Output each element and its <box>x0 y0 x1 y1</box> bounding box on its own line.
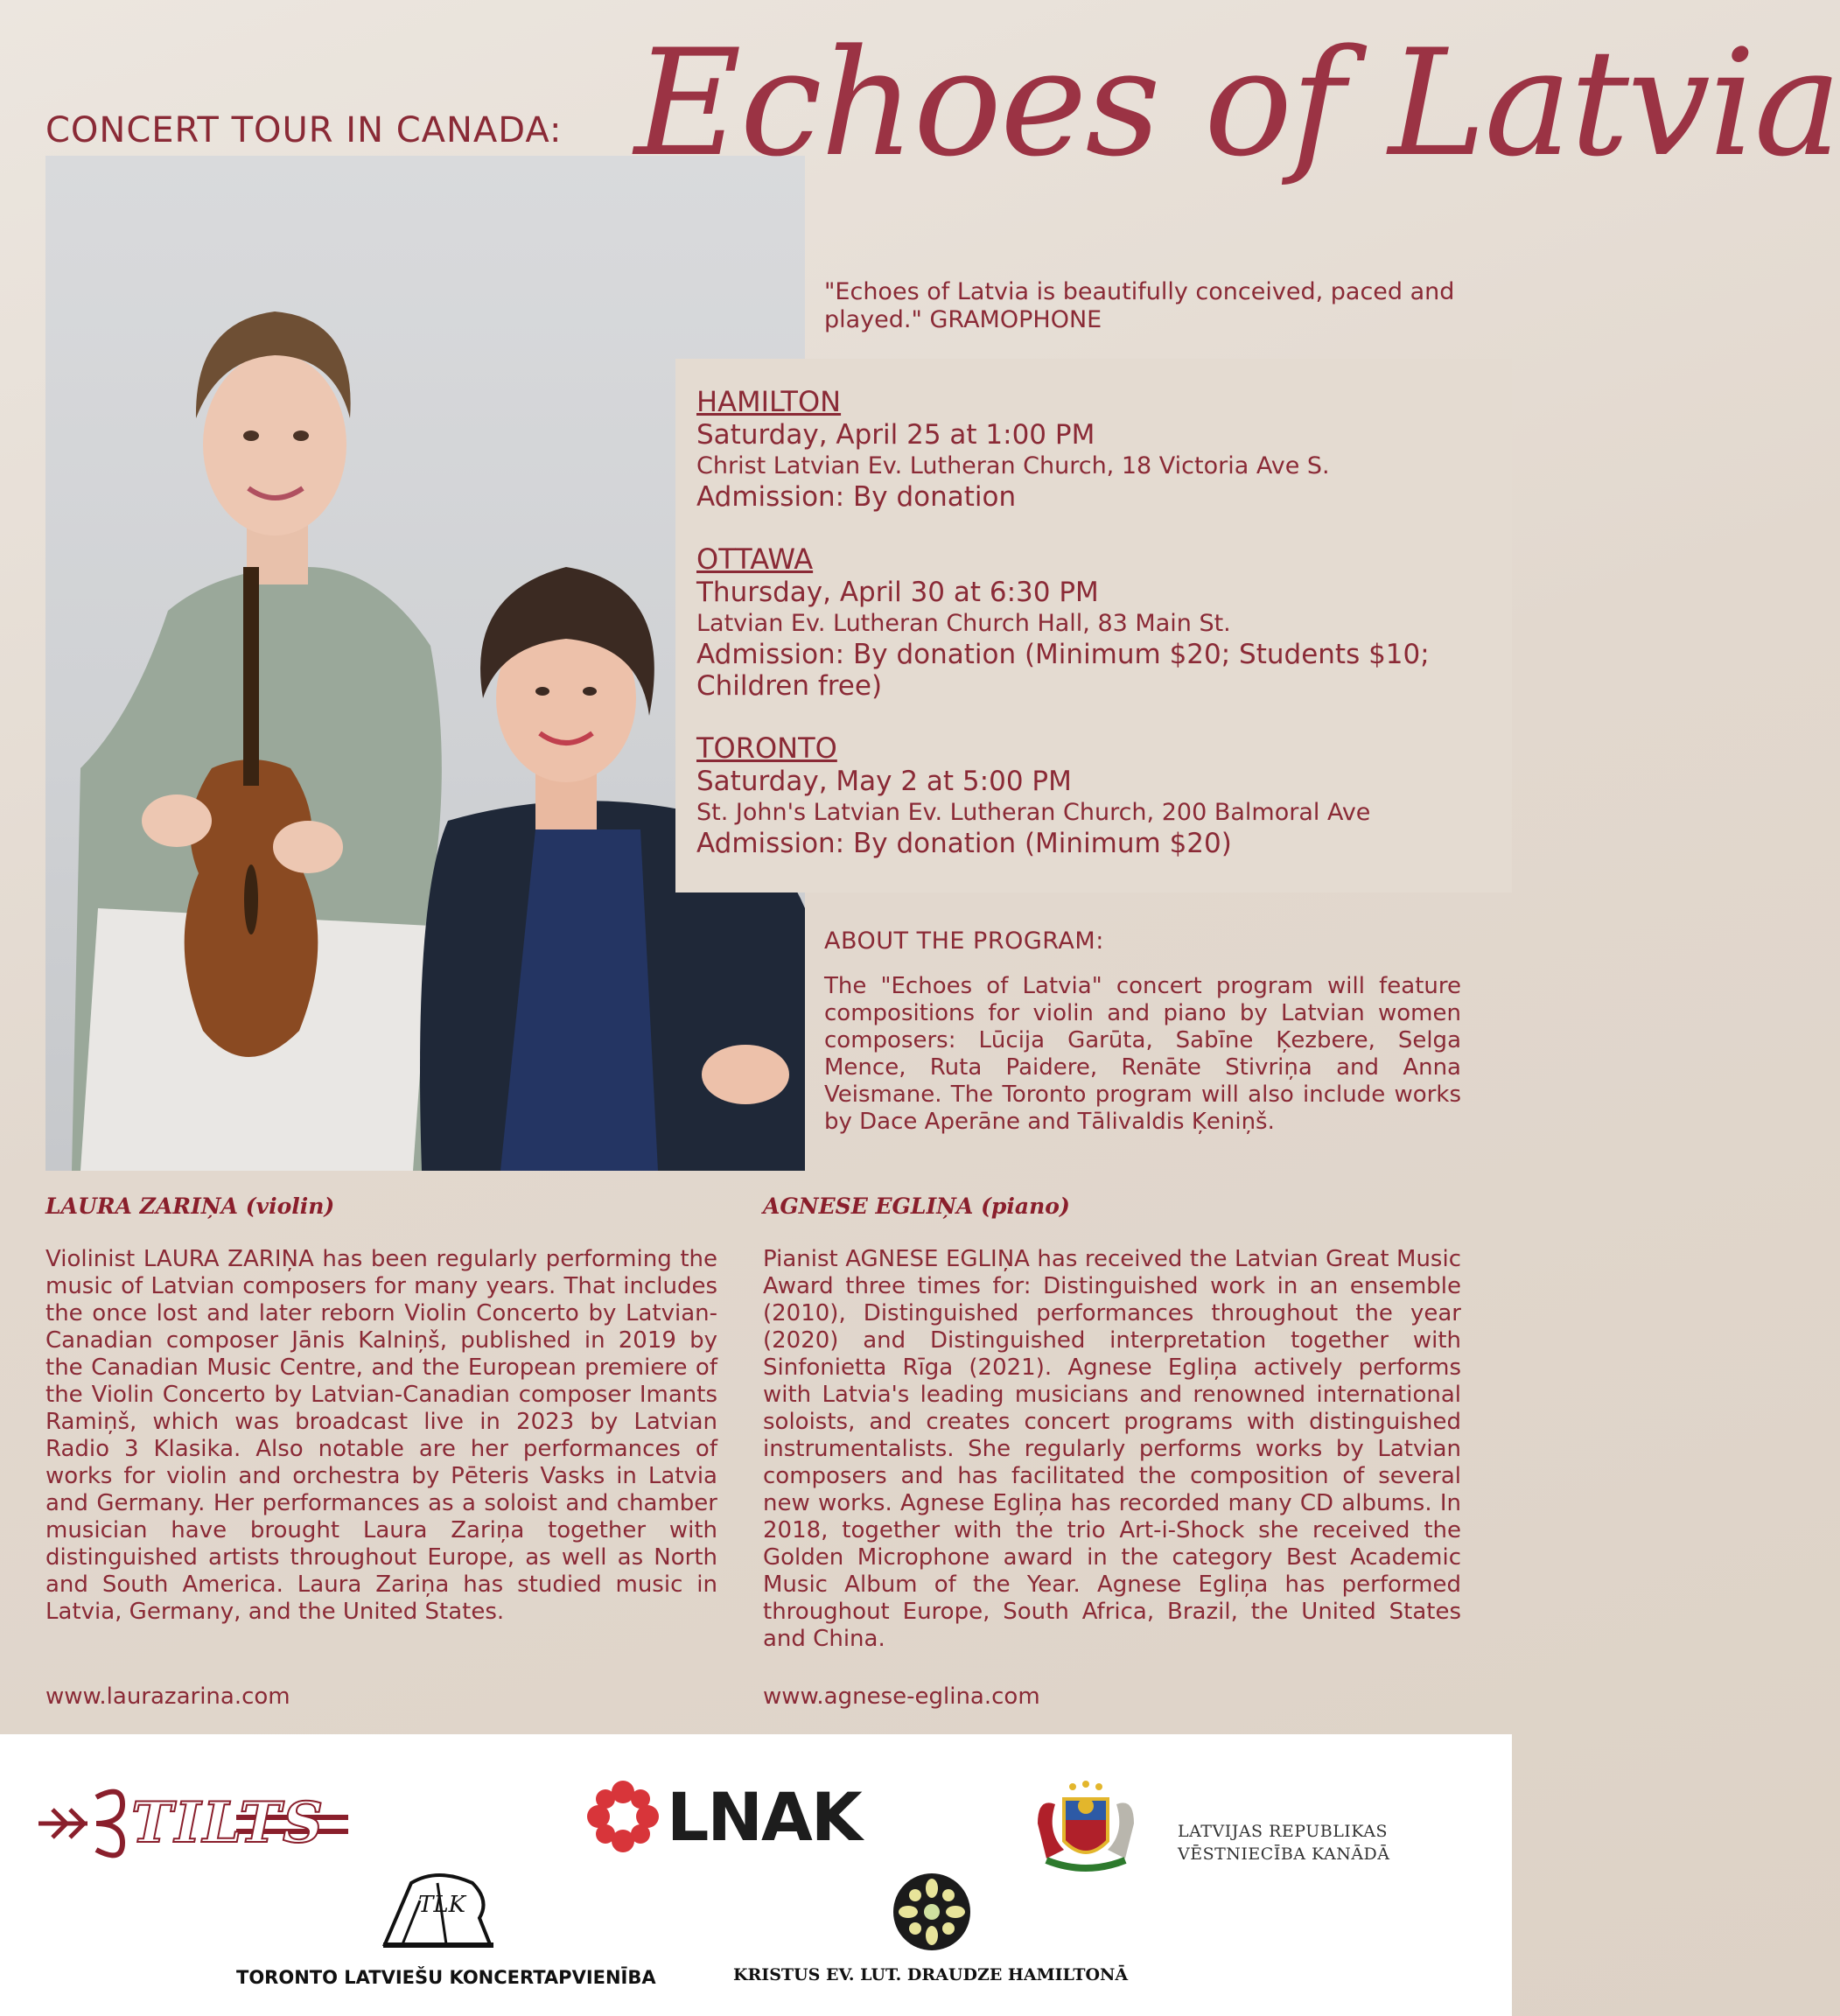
bio-url-laura[interactable]: www.laurazarina.com <box>45 1684 290 1710</box>
event-toronto <box>696 732 1501 859</box>
event-ottawa <box>696 542 1501 702</box>
lnak-wordmark: LNAK <box>667 1778 861 1856</box>
event-venue: St. John's Latvian Ev. Lutheran Church, 200 Balmoral Ave <box>696 799 1371 826</box>
violinist-figure <box>72 312 442 1171</box>
lnak-flower-icon <box>586 1780 660 1853</box>
bio-name-agnese: AGNESE EGLIŅA (piano) <box>763 1194 1070 1219</box>
event-date: Thursday, April 30 at 6:30 PM <box>696 577 1099 608</box>
tour-heading: CONCERT TOUR IN CANADA: <box>45 110 563 150</box>
about-text: The "Echoes of Latvia" concert program will feature compositions for violin and piano by Latvian women composers: Lūcija Garūta, Sabīne Ķezbere, Selga Mence, Ruta Paidere, Renāte Stivriņa and Anna Veismane. The Toronto program will also include works by Dace Aperāne and Tālivaldis Ķeniņš. <box>824 973 1461 1135</box>
church-caption: KRISTUS EV. LUT. DRAUDZE HAMILTONĀ <box>733 1965 1129 1984</box>
tilts-wordmark: TILTS <box>131 1790 325 1856</box>
event-city: TORONTO <box>696 732 837 765</box>
sponsor-footer <box>0 1734 1512 2016</box>
embassy-logo <box>1029 1780 1493 1876</box>
event-venue: Christ Latvian Ev. Lutheran Church, 18 Victoria Ave S. <box>696 452 1330 480</box>
gramophone-quote: "Echoes of Latvia is beautifully conceived, paced and played." GRAMOPHONE <box>824 278 1455 333</box>
tlk-caption: TORONTO LATVIEŠU KONCERTAPVIENĪBA <box>236 1967 656 1988</box>
tlk-logo <box>376 1866 499 1953</box>
tilts-logo <box>35 1780 350 1867</box>
bio-text-agnese: Pianist AGNESE EGLIŅA has received the Latvian Great Music Award three times for: Distinguished work in an ensemble (2010), Distinguished performances throughout the year (2020) and Distinguished interpretation together with Sinfonietta Rīga (2021). Agnese Egliņa actively performs with Latvia's leading musicians and renowned international soloists, and creates concert programs with distinguished instrumentalists. She regularly performs works by Latvian composers and has facilitated the composition of several new works. Agnese Egliņa has recorded many CD albums. In 2018, together with the trio Art-i-Shock she received the Golden Microphone award in the category Best Academic Music Album of the Year. Agnese Egliņa has performed throughout Europe, South Africa, Brazil, the United States and China. <box>763 1246 1461 1652</box>
event-admission: Admission: By donation (Minimum $20; Students $10; Children free) <box>696 639 1430 702</box>
rosette-window-icon <box>892 1872 971 1951</box>
tlk-monogram: TLK <box>418 1892 466 1918</box>
event-venue: Latvian Ev. Lutheran Church Hall, 83 Main St. <box>696 610 1231 637</box>
lnak-logo <box>586 1778 861 1857</box>
coat-of-arms-icon <box>1029 1780 1143 1876</box>
event-date: Saturday, May 2 at 5:00 PM <box>696 766 1072 797</box>
event-date: Saturday, April 25 at 1:00 PM <box>696 419 1095 451</box>
events-panel <box>675 359 1512 892</box>
event-admission: Admission: By donation <box>696 481 1017 513</box>
bio-text-laura: Violinist LAURA ZARIŅA has been regularly performing the music of Latvian composers for many years. That includes the once lost and later reborn Violin Concerto by Latvian-Canadian composer Jānis Kalniņš, published in 2019 by the Canadian Music Centre, and the European premiere of the Violin Concerto by Latvian-Canadian composer Imants Ramiņš, which was broadcast live in 2023 by Latvian Radio 3 Klasika. Also notable are her performances of works for violin and orchestra by Pēteris Vasks in Latvia and Germany. Her performances as a soloist and chamber musician have brought Laura Zariņa together with distinguished artists throughout Europe, as well as North and South America. Laura Zariņa has studied music in Latvia, Germany, and the United States. <box>45 1246 717 1625</box>
main-title: Echoes of Latvia <box>634 18 1840 189</box>
embassy-name: LATVIJAS REPUBLIKAS VĒSTNIECĪBA KANĀDĀ <box>1178 1822 1390 1864</box>
event-hamilton <box>696 385 1501 513</box>
about-heading: ABOUT THE PROGRAM: <box>824 928 1104 955</box>
event-admission: Admission: By donation (Minimum $20) <box>696 828 1232 859</box>
bio-url-agnese[interactable]: www.agnese-eglina.com <box>763 1684 1040 1710</box>
church-logo <box>892 1872 971 1951</box>
event-city: OTTAWA <box>696 542 814 576</box>
event-city: HAMILTON <box>696 385 842 418</box>
bio-name-laura: LAURA ZARIŅA (violin) <box>45 1194 335 1219</box>
